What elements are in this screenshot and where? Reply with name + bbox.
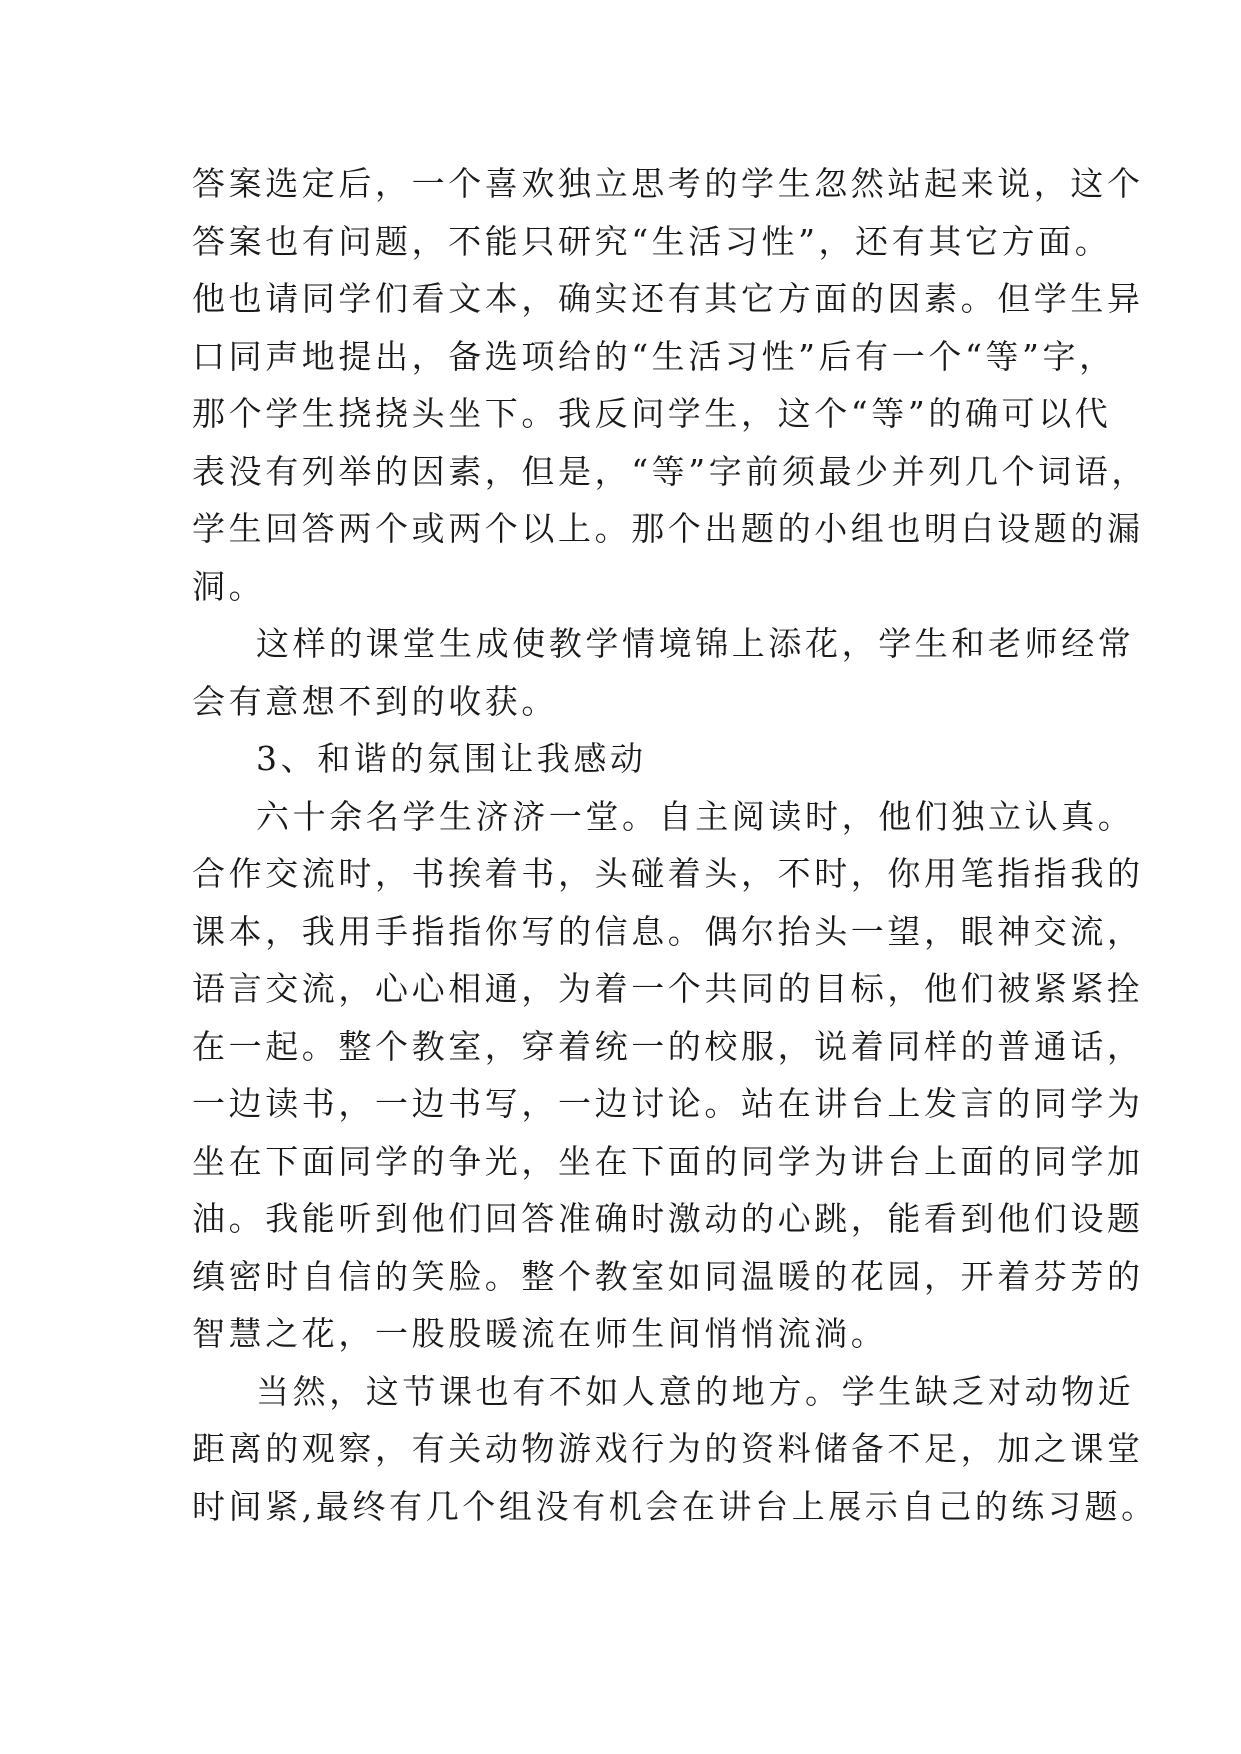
text-line: 在一起。整个教室，穿着统一的校服，说着同样的普通话，: [192, 1026, 1144, 1066]
text-line: 油。我能听到他们回答准确时激动的心跳，能看到他们设题: [192, 1199, 1144, 1238]
text-line: 合作交流时，书挨着书，头碰着头，不时，你用笔指指我的: [192, 854, 1144, 893]
text-line: 这样的课堂生成使教学情境锦上添花，学生和老师经常: [256, 624, 1135, 663]
text-line: 口同声地提出，备选项给的“生活习性”后有一个“等”字，: [192, 336, 1116, 376]
paragraph-2: [192, 615, 1135, 730]
paragraph-1: [192, 155, 1148, 615]
text-line: 坐在下面同学的争光，坐在下面的同学为讲台上面的同学加: [192, 1141, 1144, 1181]
paragraph-4: [192, 788, 1144, 1363]
text-line: 会有意想不到的收获。: [192, 681, 558, 721]
text-line: 答案选定后，一个喜欢独立思考的学生忽然站起来说，这个: [192, 164, 1144, 203]
text-line: 课本，我用手指指你写的信息。偶尔抬头一望，眼神交流，: [192, 911, 1144, 951]
text-line: 表没有列举的因素，但是，“等”字前须最少并列几个词语，: [192, 451, 1148, 491]
text-line: 距离的观察，有关动物游戏行为的资料储备不足，加之课堂: [192, 1429, 1144, 1468]
section-heading: [192, 730, 1052, 788]
text-line: 智慧之花，一股股暖流在师生间悄悄流淌。: [192, 1314, 888, 1353]
text-line: 他也请同学们看文本，确实还有其它方面的因素。但学生异: [192, 279, 1144, 318]
text-line: 六十余名学生济济一堂。自主阅读时，他们独立认真。: [256, 796, 1135, 836]
text-line: 当然，这节课也有不如人意的地方。学生缺乏对动物近: [256, 1371, 1135, 1411]
text-line: 时间紧,最终有几个组没有机会在讲台上展示自己的练习题。: [192, 1486, 1158, 1526]
text-line: 学生回答两个或两个以上。那个出题的小组也明白设题的漏: [192, 509, 1144, 548]
paragraph-5: [192, 1363, 1158, 1536]
text-line: 一边读书，一边书写，一边讨论。站在讲台上发言的同学为: [192, 1084, 1144, 1123]
text-line: 洞。: [192, 566, 266, 606]
document-page: [192, 155, 1158, 1535]
text-line: 答案也有问题，不能只研究“生活习性”，还有其它方面。: [192, 221, 1112, 261]
heading-text: 3、和谐的氛围让我感动: [256, 739, 647, 778]
text-line: 语言交流，心心相通，为着一个共同的目标，他们被紧紧拴: [192, 969, 1144, 1008]
text-line: 那个学生挠挠头坐下。我反问学生，这个“等”的确可以代: [192, 394, 1112, 433]
text-line: 缜密时自信的笑脸。整个教室如同温暖的花园，开着芬芳的: [192, 1256, 1144, 1296]
